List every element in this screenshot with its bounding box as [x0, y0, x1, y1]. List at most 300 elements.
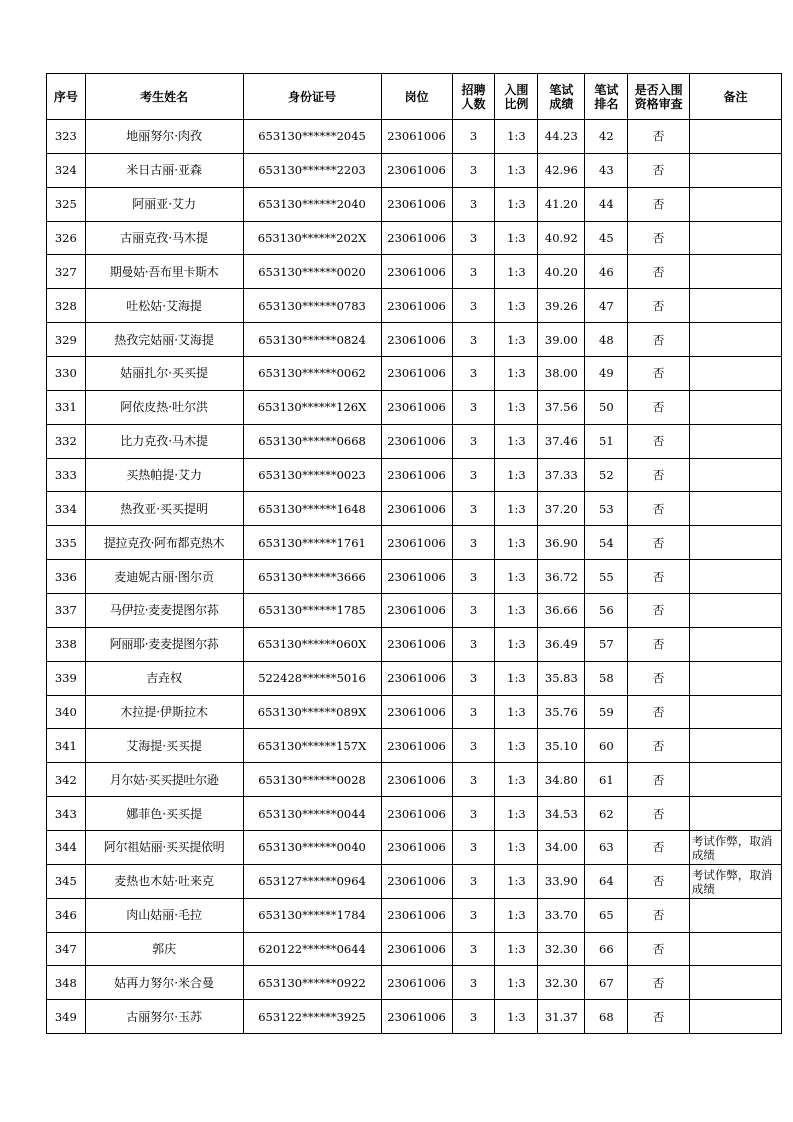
id-cell: 653130******0062	[243, 357, 381, 391]
remark-cell	[689, 729, 781, 763]
id-cell: 653130******0668	[243, 424, 381, 458]
post-cell: 23061006	[381, 763, 452, 797]
seq-cell: 334	[47, 492, 86, 526]
table-row	[47, 695, 782, 729]
post-cell: 23061006	[381, 357, 452, 391]
post-cell: 23061006	[381, 323, 452, 357]
seq-cell: 330	[47, 357, 86, 391]
remark-cell	[689, 560, 781, 594]
ratio-cell: 1:3	[495, 424, 538, 458]
rank-cell: 44	[585, 187, 628, 221]
id-cell: 653127******0964	[243, 864, 381, 898]
table-row	[47, 594, 782, 628]
table-row	[47, 864, 782, 898]
post-cell: 23061006	[381, 627, 452, 661]
remark-cell: 考试作弊，取消成绩	[689, 831, 781, 865]
qualified-cell: 否	[628, 357, 690, 391]
score-cell: 35.10	[538, 729, 585, 763]
table-row	[47, 458, 782, 492]
recruit-cell: 3	[452, 864, 495, 898]
recruit-cell: 3	[452, 661, 495, 695]
table-row	[47, 797, 782, 831]
table-row	[47, 357, 782, 391]
table-row	[47, 323, 782, 357]
post-cell: 23061006	[381, 864, 452, 898]
post-cell: 23061006	[381, 966, 452, 1000]
recruit-cell: 3	[452, 492, 495, 526]
ratio-cell: 1:3	[495, 357, 538, 391]
post-cell: 23061006	[381, 255, 452, 289]
score-cell: 36.90	[538, 526, 585, 560]
name-cell: 姑丽扎尔·买买提	[85, 357, 243, 391]
name-cell: 期曼姑·吾布里卡斯木	[85, 255, 243, 289]
remark-cell	[689, 357, 781, 391]
post-cell: 23061006	[381, 289, 452, 323]
qualified-cell: 否	[628, 729, 690, 763]
recruit-cell: 3	[452, 458, 495, 492]
name-cell: 马伊拉·麦麦提图尔荪	[85, 594, 243, 628]
post-cell: 23061006	[381, 797, 452, 831]
table-row	[47, 153, 782, 187]
table-row	[47, 661, 782, 695]
name-cell: 月尔姑·买买提吐尔逊	[85, 763, 243, 797]
ratio-cell: 1:3	[495, 492, 538, 526]
seq-cell: 327	[47, 255, 86, 289]
post-cell: 23061006	[381, 526, 452, 560]
rank-cell: 52	[585, 458, 628, 492]
table-row	[47, 255, 782, 289]
id-cell: 653130******157X	[243, 729, 381, 763]
qualified-cell: 否	[628, 424, 690, 458]
recruit-cell: 3	[452, 289, 495, 323]
rank-cell: 58	[585, 661, 628, 695]
id-cell: 653130******2045	[243, 120, 381, 154]
rank-cell: 65	[585, 898, 628, 932]
qualified-cell: 否	[628, 594, 690, 628]
score-cell: 36.72	[538, 560, 585, 594]
name-cell: 阿依皮热·吐尔洪	[85, 390, 243, 424]
table-row	[47, 627, 782, 661]
seq-cell: 342	[47, 763, 86, 797]
name-cell: 木拉提·伊斯拉木	[85, 695, 243, 729]
seq-cell: 345	[47, 864, 86, 898]
table-row	[47, 966, 782, 1000]
score-cell: 33.70	[538, 898, 585, 932]
id-cell: 653130******0028	[243, 763, 381, 797]
ratio-cell: 1:3	[495, 458, 538, 492]
id-cell: 653130******1761	[243, 526, 381, 560]
name-cell: 热孜完姑丽·艾海提	[85, 323, 243, 357]
header-recruit-line1: 招聘	[461, 82, 486, 97]
rank-cell: 63	[585, 831, 628, 865]
remark-cell	[689, 932, 781, 966]
rank-cell: 62	[585, 797, 628, 831]
score-cell: 42.96	[538, 153, 585, 187]
qualified-cell: 否	[628, 797, 690, 831]
seq-cell: 331	[47, 390, 86, 424]
seq-cell: 343	[47, 797, 86, 831]
recruit-cell: 3	[452, 797, 495, 831]
ratio-cell: 1:3	[495, 187, 538, 221]
recruit-cell: 3	[452, 1000, 495, 1034]
remark-cell	[689, 492, 781, 526]
score-cell: 37.56	[538, 390, 585, 424]
ratio-cell: 1:3	[495, 323, 538, 357]
ratio-cell: 1:3	[495, 255, 538, 289]
id-cell: 653130******0824	[243, 323, 381, 357]
name-cell: 米日古丽·亚森	[85, 153, 243, 187]
ratio-cell: 1:3	[495, 594, 538, 628]
seq-cell: 340	[47, 695, 86, 729]
recruit-cell: 3	[452, 898, 495, 932]
name-cell: 阿尔祖姑丽·买买提依明	[85, 831, 243, 865]
name-cell: 提拉克孜·阿布都克热木	[85, 526, 243, 560]
name-cell: 娜菲色·买买提	[85, 797, 243, 831]
rank-cell: 61	[585, 763, 628, 797]
name-cell: 姑再力努尔·米合曼	[85, 966, 243, 1000]
qualified-cell: 否	[628, 627, 690, 661]
table-row	[47, 221, 782, 255]
ratio-cell: 1:3	[495, 831, 538, 865]
id-cell: 653130******2040	[243, 187, 381, 221]
id-cell: 522428******5016	[243, 661, 381, 695]
recruit-cell: 3	[452, 560, 495, 594]
rank-cell: 50	[585, 390, 628, 424]
recruit-cell: 3	[452, 255, 495, 289]
qualified-cell: 否	[628, 831, 690, 865]
id-cell: 653130******0783	[243, 289, 381, 323]
qualified-cell: 否	[628, 153, 690, 187]
name-cell: 阿丽亚·艾力	[85, 187, 243, 221]
id-cell: 653130******202X	[243, 221, 381, 255]
qualified-cell: 否	[628, 221, 690, 255]
rank-cell: 66	[585, 932, 628, 966]
table-row	[47, 390, 782, 424]
score-cell: 37.20	[538, 492, 585, 526]
score-cell: 36.49	[538, 627, 585, 661]
rank-cell: 42	[585, 120, 628, 154]
id-cell: 653130******0922	[243, 966, 381, 1000]
ratio-cell: 1:3	[495, 153, 538, 187]
ratio-cell: 1:3	[495, 729, 538, 763]
header-ratio-line1: 入围	[504, 82, 529, 97]
name-cell: 热孜亚·买买提明	[85, 492, 243, 526]
id-cell: 620122******0644	[243, 932, 381, 966]
ratio-cell: 1:3	[495, 526, 538, 560]
name-cell: 肉山姑丽·毛拉	[85, 898, 243, 932]
name-cell: 古丽努尔·玉苏	[85, 1000, 243, 1034]
seq-cell: 339	[47, 661, 86, 695]
recruit-cell: 3	[452, 831, 495, 865]
table-row	[47, 187, 782, 221]
header-ratio	[495, 74, 538, 120]
remark-cell	[689, 424, 781, 458]
header-qualified-line2: 资格审查	[634, 96, 683, 111]
rank-cell: 56	[585, 594, 628, 628]
qualified-cell: 否	[628, 1000, 690, 1034]
score-cell: 35.76	[538, 695, 585, 729]
remark-cell	[689, 390, 781, 424]
table-row	[47, 932, 782, 966]
ratio-cell: 1:3	[495, 390, 538, 424]
seq-cell: 341	[47, 729, 86, 763]
id-cell: 653130******0020	[243, 255, 381, 289]
seq-cell: 323	[47, 120, 86, 154]
rank-cell: 54	[585, 526, 628, 560]
ratio-cell: 1:3	[495, 966, 538, 1000]
post-cell: 23061006	[381, 153, 452, 187]
score-cell: 37.46	[538, 424, 585, 458]
header-row	[47, 74, 782, 120]
header-score-line1: 笔试	[549, 82, 574, 97]
qualified-cell: 否	[628, 661, 690, 695]
ratio-cell: 1:3	[495, 763, 538, 797]
header-recruit-line2: 人数	[461, 96, 486, 111]
post-cell: 23061006	[381, 1000, 452, 1034]
header-rank	[585, 74, 628, 120]
remark-cell	[689, 627, 781, 661]
qualified-cell: 否	[628, 560, 690, 594]
rank-cell: 60	[585, 729, 628, 763]
score-cell: 34.80	[538, 763, 585, 797]
header-id: 身份证号	[243, 74, 381, 120]
recruit-cell: 3	[452, 729, 495, 763]
table-row	[47, 492, 782, 526]
rank-cell: 55	[585, 560, 628, 594]
table-row	[47, 424, 782, 458]
qualified-cell: 否	[628, 187, 690, 221]
header-seq: 序号	[47, 74, 86, 120]
header-qualified-line1: 是否入围	[634, 82, 683, 97]
table-row	[47, 560, 782, 594]
post-cell: 23061006	[381, 221, 452, 255]
score-cell: 40.92	[538, 221, 585, 255]
recruit-cell: 3	[452, 932, 495, 966]
seq-cell: 329	[47, 323, 86, 357]
seq-cell: 328	[47, 289, 86, 323]
qualified-cell: 否	[628, 390, 690, 424]
score-cell: 39.00	[538, 323, 585, 357]
recruit-cell: 3	[452, 357, 495, 391]
remark-cell	[689, 255, 781, 289]
qualified-cell: 否	[628, 864, 690, 898]
score-cell: 35.83	[538, 661, 585, 695]
seq-cell: 335	[47, 526, 86, 560]
score-cell: 34.00	[538, 831, 585, 865]
recruit-cell: 3	[452, 424, 495, 458]
remark-cell	[689, 323, 781, 357]
name-cell: 地丽努尔·肉孜	[85, 120, 243, 154]
remark-cell	[689, 661, 781, 695]
qualified-cell: 否	[628, 763, 690, 797]
ratio-cell: 1:3	[495, 661, 538, 695]
table-row	[47, 831, 782, 865]
id-cell: 653130******060X	[243, 627, 381, 661]
seq-cell: 348	[47, 966, 86, 1000]
seq-cell: 333	[47, 458, 86, 492]
recruit-cell: 3	[452, 221, 495, 255]
rank-cell: 53	[585, 492, 628, 526]
seq-cell: 337	[47, 594, 86, 628]
remark-cell	[689, 695, 781, 729]
table-row	[47, 729, 782, 763]
ratio-cell: 1:3	[495, 289, 538, 323]
table-body	[47, 120, 782, 1034]
name-cell: 买热帕提·艾力	[85, 458, 243, 492]
seq-cell: 332	[47, 424, 86, 458]
name-cell: 吉垚权	[85, 661, 243, 695]
name-cell: 麦热也木姑·吐来克	[85, 864, 243, 898]
qualified-cell: 否	[628, 695, 690, 729]
score-cell: 44.23	[538, 120, 585, 154]
recruit-cell: 3	[452, 153, 495, 187]
score-cell: 34.53	[538, 797, 585, 831]
rank-cell: 47	[585, 289, 628, 323]
post-cell: 23061006	[381, 831, 452, 865]
ratio-cell: 1:3	[495, 627, 538, 661]
score-cell: 39.26	[538, 289, 585, 323]
score-cell: 36.66	[538, 594, 585, 628]
post-cell: 23061006	[381, 390, 452, 424]
header-score-line2: 成绩	[549, 96, 574, 111]
post-cell: 23061006	[381, 661, 452, 695]
seq-cell: 344	[47, 831, 86, 865]
seq-cell: 347	[47, 932, 86, 966]
recruit-cell: 3	[452, 390, 495, 424]
header-remark: 备注	[689, 74, 781, 120]
recruit-cell: 3	[452, 695, 495, 729]
results-table	[46, 73, 782, 1034]
score-cell: 41.20	[538, 187, 585, 221]
score-cell: 38.00	[538, 357, 585, 391]
ratio-cell: 1:3	[495, 695, 538, 729]
ratio-cell: 1:3	[495, 864, 538, 898]
rank-cell: 49	[585, 357, 628, 391]
ratio-cell: 1:3	[495, 898, 538, 932]
table-row	[47, 1000, 782, 1034]
rank-cell: 46	[585, 255, 628, 289]
post-cell: 23061006	[381, 594, 452, 628]
qualified-cell: 否	[628, 898, 690, 932]
header-score	[538, 74, 585, 120]
remark-cell	[689, 763, 781, 797]
remark-cell	[689, 153, 781, 187]
post-cell: 23061006	[381, 729, 452, 763]
remark-cell	[689, 898, 781, 932]
seq-cell: 336	[47, 560, 86, 594]
rank-cell: 51	[585, 424, 628, 458]
post-cell: 23061006	[381, 187, 452, 221]
id-cell: 653130******1648	[243, 492, 381, 526]
post-cell: 23061006	[381, 120, 452, 154]
score-cell: 31.37	[538, 1000, 585, 1034]
seq-cell: 349	[47, 1000, 86, 1034]
qualified-cell: 否	[628, 966, 690, 1000]
qualified-cell: 否	[628, 323, 690, 357]
remark-cell	[689, 120, 781, 154]
name-cell: 古丽克孜·马木提	[85, 221, 243, 255]
post-cell: 23061006	[381, 898, 452, 932]
post-cell: 23061006	[381, 695, 452, 729]
qualified-cell: 否	[628, 526, 690, 560]
table-row	[47, 526, 782, 560]
name-cell: 阿丽耶·麦麦提图尔荪	[85, 627, 243, 661]
ratio-cell: 1:3	[495, 932, 538, 966]
remark-cell	[689, 1000, 781, 1034]
ratio-cell: 1:3	[495, 1000, 538, 1034]
seq-cell: 338	[47, 627, 86, 661]
seq-cell: 346	[47, 898, 86, 932]
post-cell: 23061006	[381, 932, 452, 966]
score-cell: 32.30	[538, 932, 585, 966]
id-cell: 653130******1785	[243, 594, 381, 628]
rank-cell: 68	[585, 1000, 628, 1034]
seq-cell: 326	[47, 221, 86, 255]
table-row	[47, 898, 782, 932]
name-cell: 麦迪妮古丽·图尔贡	[85, 560, 243, 594]
qualified-cell: 否	[628, 255, 690, 289]
rank-cell: 67	[585, 966, 628, 1000]
recruit-cell: 3	[452, 966, 495, 1000]
rank-cell: 48	[585, 323, 628, 357]
rank-cell: 45	[585, 221, 628, 255]
seq-cell: 325	[47, 187, 86, 221]
id-cell: 653130******0023	[243, 458, 381, 492]
remark-cell	[689, 526, 781, 560]
recruit-cell: 3	[452, 763, 495, 797]
qualified-cell: 否	[628, 458, 690, 492]
score-cell: 40.20	[538, 255, 585, 289]
table-row	[47, 763, 782, 797]
post-cell: 23061006	[381, 458, 452, 492]
rank-cell: 57	[585, 627, 628, 661]
remark-cell	[689, 289, 781, 323]
id-cell: 653130******1784	[243, 898, 381, 932]
recruit-cell: 3	[452, 526, 495, 560]
remark-cell	[689, 458, 781, 492]
seq-cell: 324	[47, 153, 86, 187]
ratio-cell: 1:3	[495, 120, 538, 154]
remark-cell	[689, 594, 781, 628]
id-cell: 653130******0044	[243, 797, 381, 831]
score-cell: 32.30	[538, 966, 585, 1000]
header-recruit	[452, 74, 495, 120]
name-cell: 郭庆	[85, 932, 243, 966]
rank-cell: 64	[585, 864, 628, 898]
name-cell: 吐松姑·艾海提	[85, 289, 243, 323]
remark-cell	[689, 221, 781, 255]
qualified-cell: 否	[628, 120, 690, 154]
header-name: 考生姓名	[85, 74, 243, 120]
recruit-cell: 3	[452, 187, 495, 221]
ratio-cell: 1:3	[495, 221, 538, 255]
rank-cell: 59	[585, 695, 628, 729]
score-cell: 37.33	[538, 458, 585, 492]
qualified-cell: 否	[628, 932, 690, 966]
recruit-cell: 3	[452, 323, 495, 357]
id-cell: 653130******126X	[243, 390, 381, 424]
score-cell: 33.90	[538, 864, 585, 898]
ratio-cell: 1:3	[495, 560, 538, 594]
rank-cell: 43	[585, 153, 628, 187]
remark-cell	[689, 187, 781, 221]
header-rank-line1: 笔试	[594, 82, 619, 97]
remark-cell	[689, 966, 781, 1000]
recruit-cell: 3	[452, 594, 495, 628]
header-ratio-line2: 比例	[504, 96, 529, 111]
header-post: 岗位	[381, 74, 452, 120]
qualified-cell: 否	[628, 289, 690, 323]
